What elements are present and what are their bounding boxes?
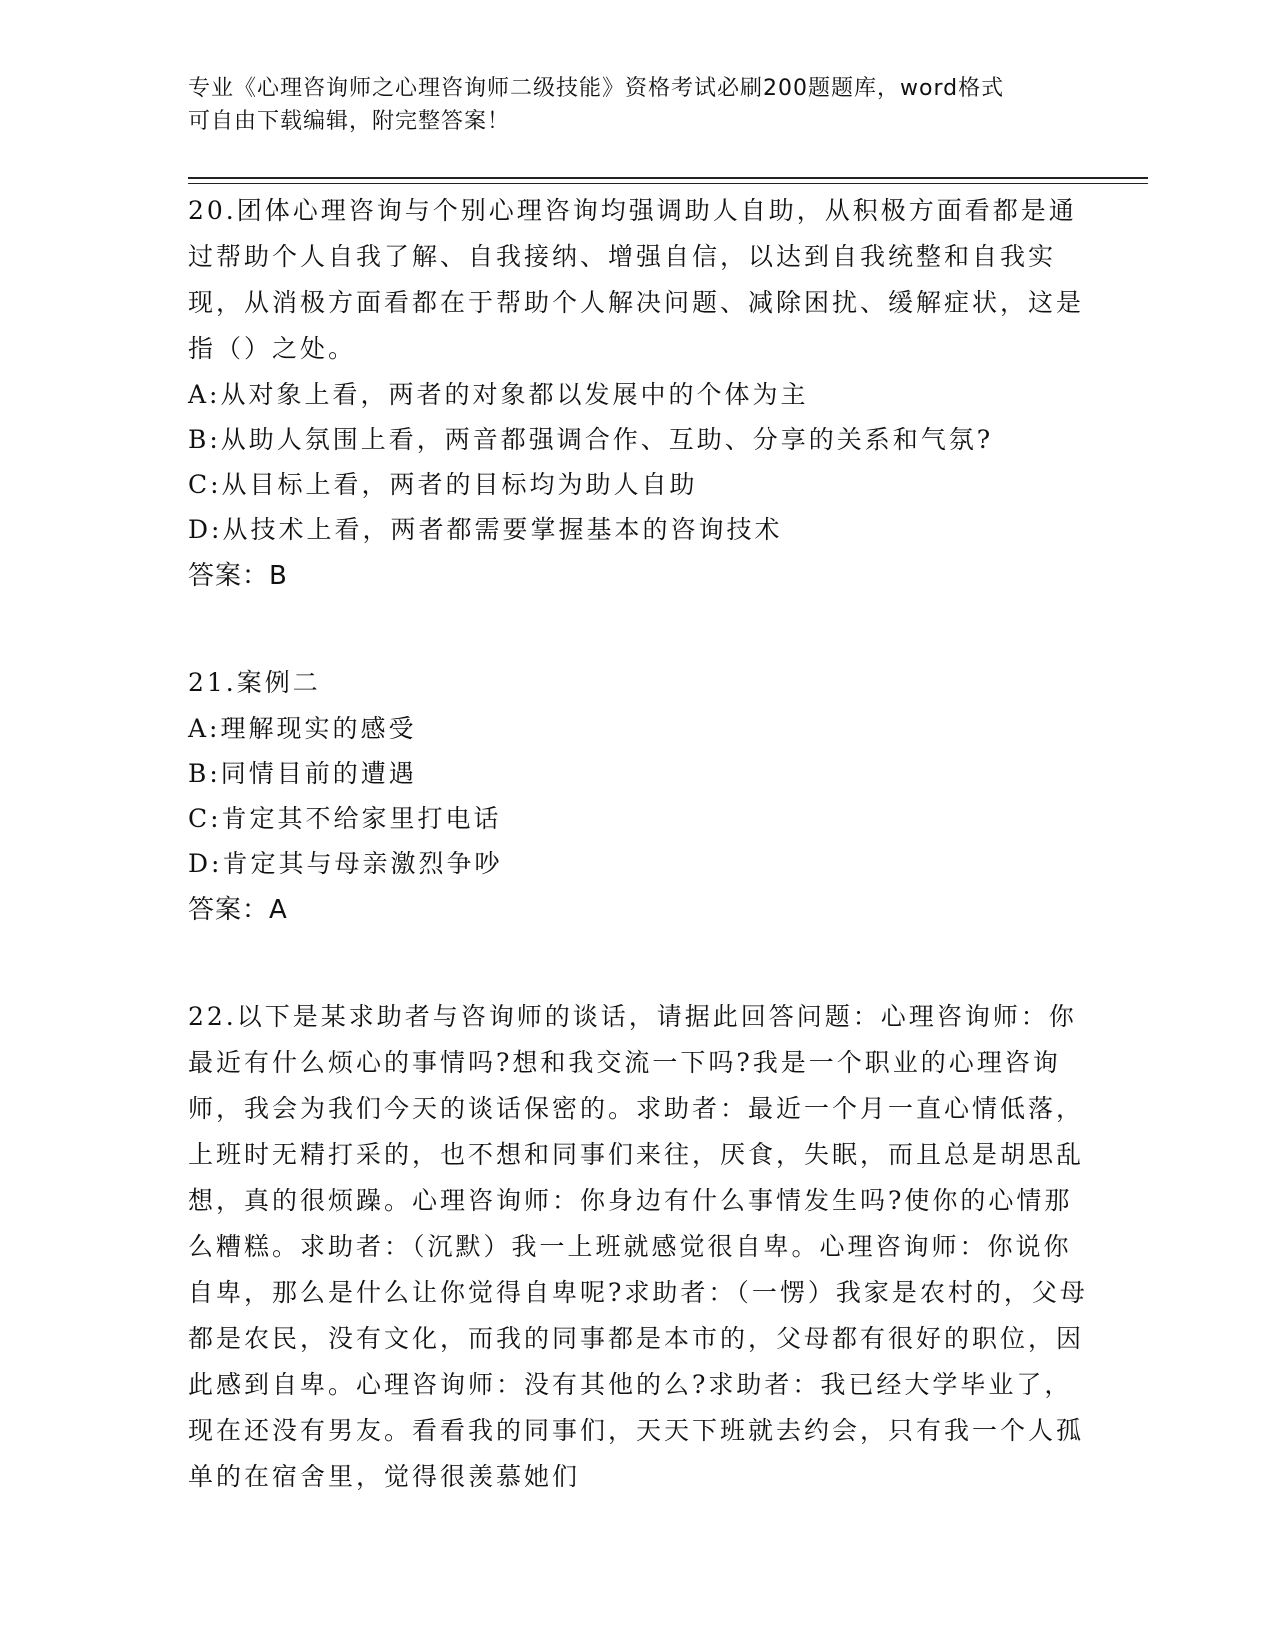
document-header	[188, 72, 1088, 138]
option-d: D:从技术上看，两者都需要掌握基本的咨询技术	[188, 515, 783, 544]
question-list	[188, 188, 1088, 1500]
question-22	[188, 994, 1088, 1500]
question-text: 22.以下是某求助者与咨询师的谈话，请据此回答问题：心理咨询师：你最近有什么烦心的事情吗?想和我交流一下吗?我是一个职业的心理咨询师，我会为我们今天的谈话保密的。求助者：最近一个月一直心情低落，上班时无精打采的，也不想和同事们来往，厌食，失眠，而且总是胡思乱想，真的很烦躁。心理咨询师：你身边有什么事情发生吗?使你的心情那么糟糕。求助者：（沉默）我一上班就感觉很自卑。心理咨询师：你说你自卑，那么是什么让你觉得自卑呢?求助者：（一愣）我家是农村的，父母都是农民，没有文化，而我的同事都是本市的，父母都有很好的职位，因此感到自卑。心理咨询师：没有其他的么?求助者：我已经大学毕业了，现在还没有男友。看看我的同事们，天天下班就去约会，只有我一个人孤单的在宿舍里，觉得很羡慕她们	[188, 1002, 1088, 1491]
option-c: C:从目标上看，两者的目标均为助人自助	[188, 470, 698, 499]
question-text: 21.案例二	[188, 668, 321, 697]
option-a: A:理解现实的感受	[188, 714, 417, 743]
question-21	[188, 660, 1088, 934]
spacer	[188, 600, 1088, 660]
option-b: B:从助人氛围上看，两音都强调合作、互助、分享的关系和气氛?	[188, 425, 994, 454]
option-a: A:从对象上看，两者的对象都以发展中的个体为主	[188, 380, 809, 409]
option-b: B:同情目前的遭遇	[188, 759, 417, 788]
question-text: 20.团体心理咨询与个别心理咨询均强调助人自助，从积极方面看都是通过帮助个人自我了解、自我接纳、增强自信，以达到自我统整和自我实现，从消极方面看都在于帮助个人解决问题、减除困扰、缓解症状，这是指（）之处。	[188, 196, 1085, 363]
spacer	[188, 934, 1088, 994]
answer-label: 答案：A	[188, 895, 288, 925]
header-line-1: 专业《心理咨询师之心理咨询师二级技能》资格考试必刷200题题库，word格式	[188, 76, 1005, 101]
option-d: D:肯定其与母亲激烈争吵	[188, 849, 503, 878]
answer-label: 答案：B	[188, 561, 288, 591]
option-c: C:肯定其不给家里打电话	[188, 804, 502, 833]
header-divider-thick	[188, 177, 1148, 179]
header-line-2: 可自由下载编辑，附完整答案！	[188, 109, 511, 134]
header-divider-thin	[188, 183, 1148, 184]
question-20	[188, 188, 1088, 600]
